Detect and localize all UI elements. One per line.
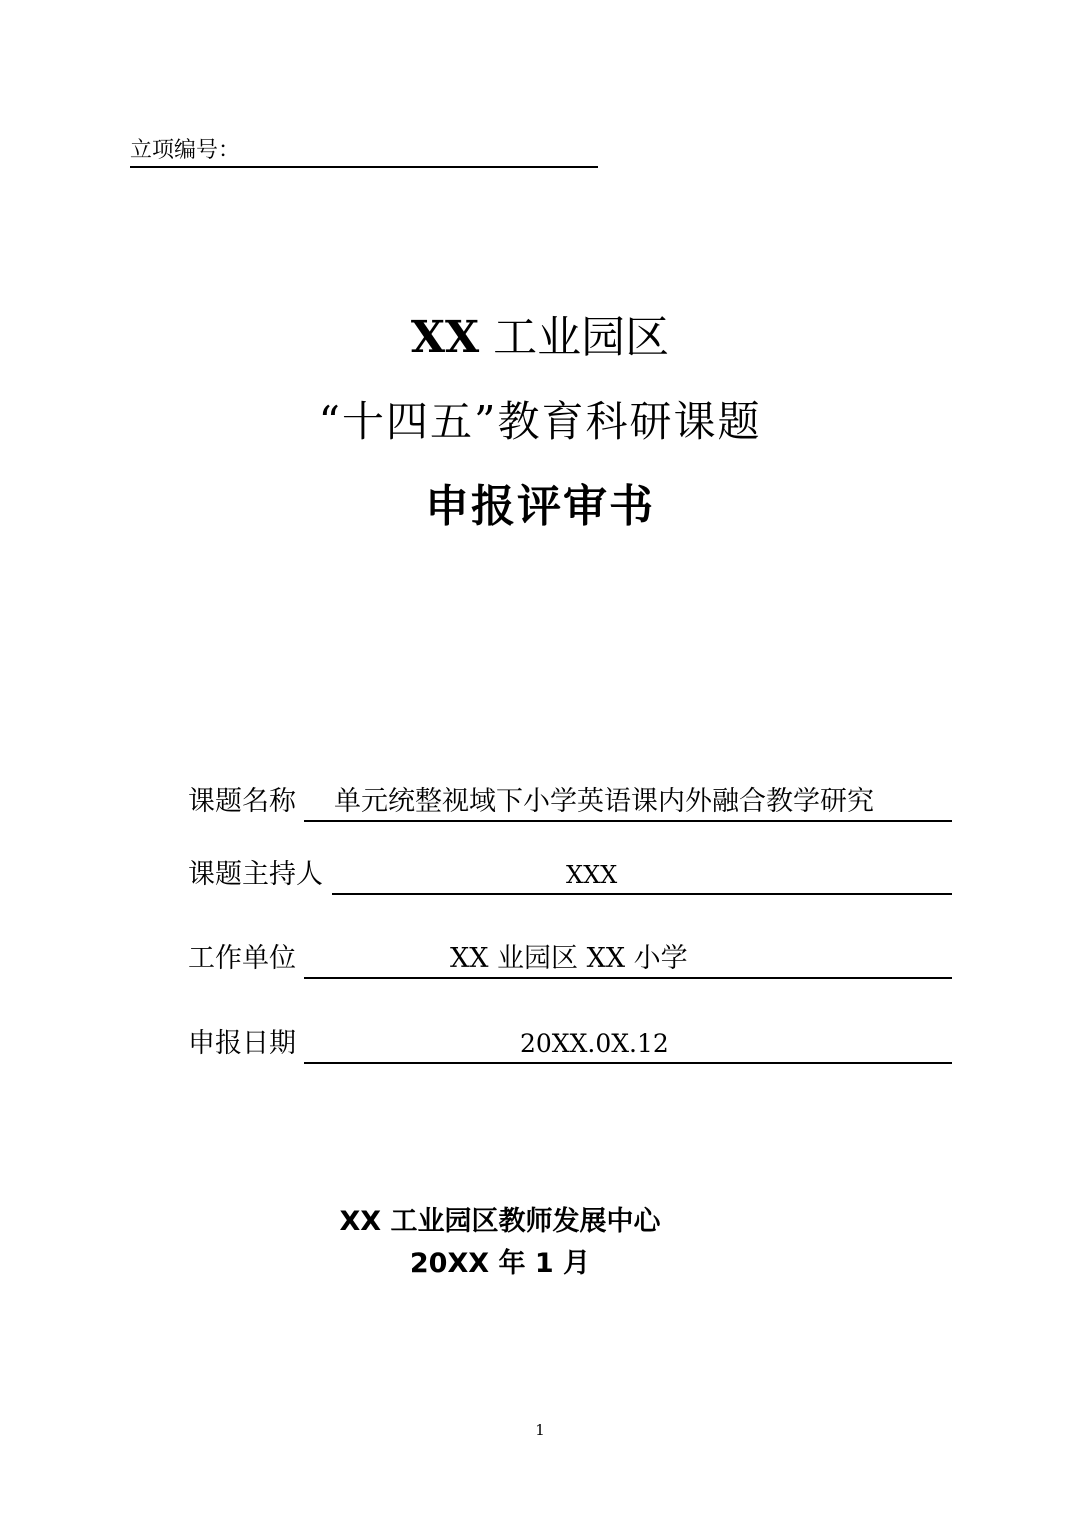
work-unit-underline — [304, 939, 952, 979]
footer-date: 20XX 年 1 月 — [409, 1248, 591, 1279]
work-unit-value: XX 业园区 XX 小学 — [450, 943, 688, 974]
apply-date-underline — [304, 1024, 952, 1064]
topic-name-underline — [304, 782, 952, 822]
host-field — [188, 855, 952, 895]
footer-organization: XX 工业园区教师发展中心 — [339, 1206, 661, 1237]
title-line-1 — [0, 308, 1080, 368]
title-line-1-suffix: 工业园区 — [479, 312, 670, 363]
host-label: 课题主持人 — [188, 859, 323, 890]
page-number: 1 — [535, 1421, 545, 1439]
topic-name-value: 单元统整视域下小学英语课内外融合教学研究 — [334, 786, 874, 817]
title-line-3: 申报评审书 — [425, 481, 655, 532]
apply-date-field — [188, 1024, 952, 1064]
work-unit-field — [188, 939, 952, 979]
apply-date-label: 申报日期 — [188, 1028, 296, 1059]
topic-name-field — [188, 782, 952, 822]
host-value: XXX — [566, 861, 618, 889]
title-line-2: “十四五”教育科研课题 — [318, 397, 762, 446]
apply-date-value: 20XX.0X.12 — [520, 1029, 669, 1058]
work-unit-label: 工作单位 — [188, 943, 296, 974]
topic-name-label: 课题名称 — [188, 786, 296, 817]
host-underline — [332, 855, 952, 895]
project-number-label: 立项编号： — [130, 138, 241, 163]
project-number-field — [130, 136, 598, 168]
title-line-1-prefix: XX — [410, 312, 480, 363]
